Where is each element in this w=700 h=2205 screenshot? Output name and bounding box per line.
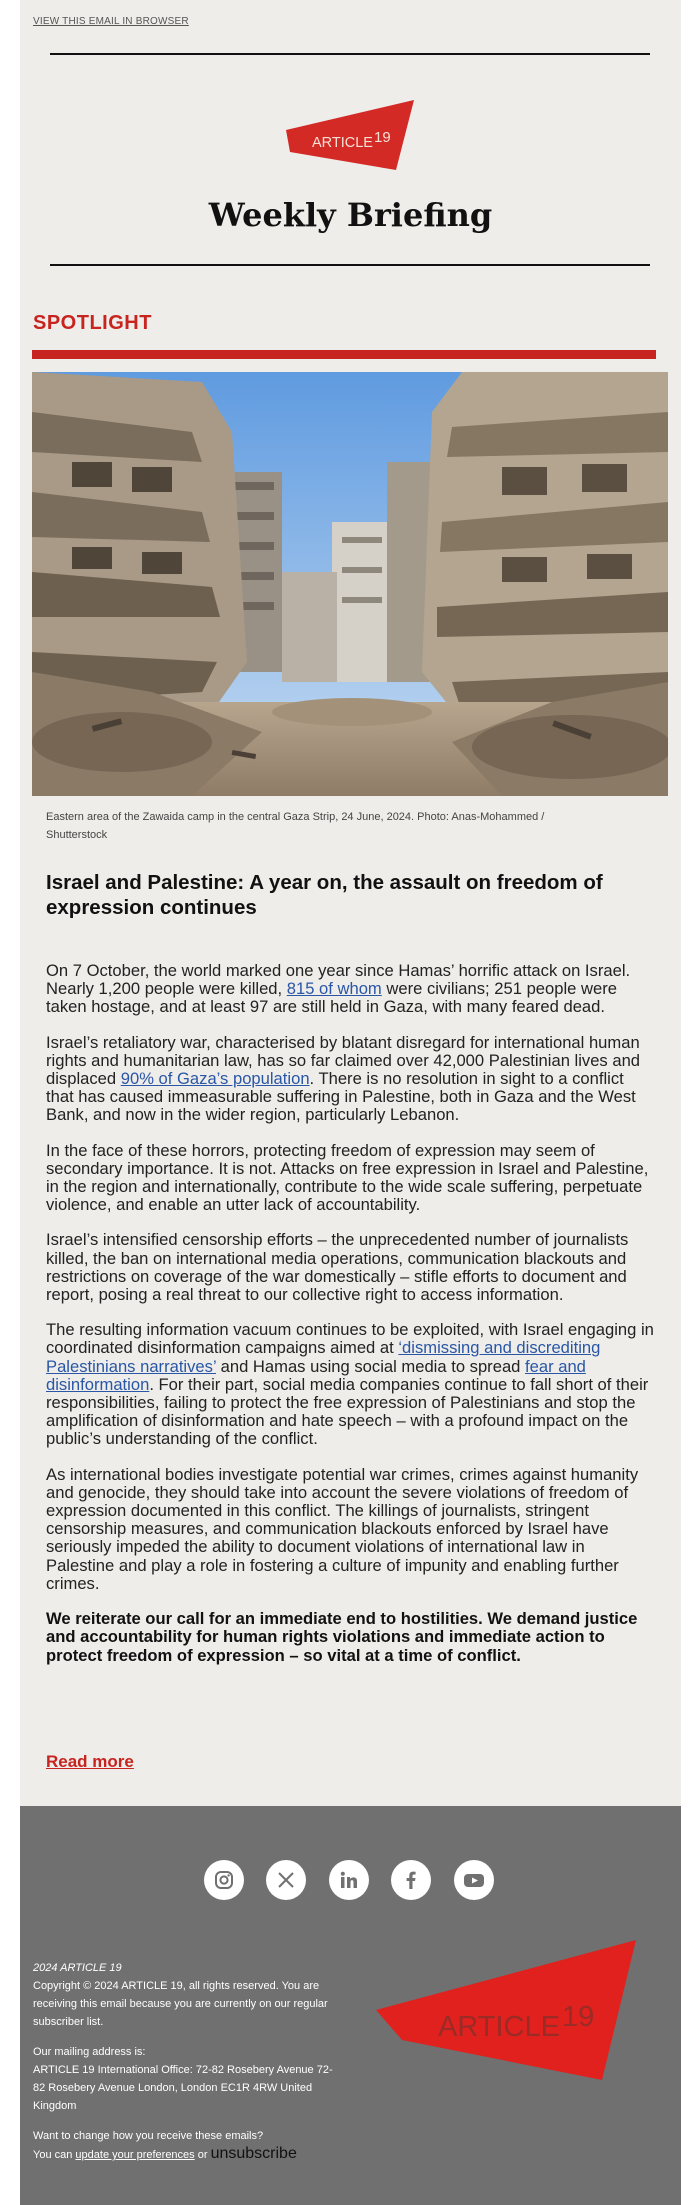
link-fear-and-disinformation[interactable]: fear and disinformation [46,1356,586,1394]
footer-manage-line: You can update your preferences or unsubscribe [33,2145,297,2162]
article19-logo[interactable] [282,100,418,170]
svg-text:19: 19 [374,129,391,146]
unsubscribe-link[interactable]: unsubscribe [210,2145,297,2162]
update-preferences-link[interactable]: update your preferences [75,2149,195,2161]
article-paragraph: Israel’s intensified censorship efforts – the unprecedented number of journalists killed, the ban on international media operations, communication blackouts and restrictions on coverage of the war domestically – stifle efforts to document and report, posing a real threat to our collective right to access information. [46,1230,629,1305]
link-gaza-population[interactable]: 90% of Gaza’s population [120,1069,310,1089]
linkedin-icon[interactable] [329,1860,369,1900]
instagram-icon[interactable] [204,1860,244,1900]
header-bottom-divider [50,264,650,266]
header-top-divider [50,53,650,55]
article-paragraph: As international bodies investigate potential war crimes, crimes against humanity and genocide, they should take into account the severe violations of freedom of expression documented in this conflict. The killings of journalists, stringent censorship measures, and communication blackouts enforced by Israel have seriously impeded the ability to document violations of international law in Palestine and play a role in fostering a culture of impunity and enabling further crimes. [46,1464,639,1593]
svg-text:19: 19 [562,2001,595,2033]
footer-article19-logo[interactable] [372,1940,640,2080]
footer-address: ARTICLE 19 International Office: 72-82 Rosebery Avenue 72-82 Rosebery Avenue London, London EC1R 4RW United Kingdom [33,2064,333,2112]
article-paragraph: In the face of these horrors, protecting freedom of expression may seem of secondary importance. It is not. Attacks on free expression in Israel and Palestine, in the region and internationally, contribute to the wide scale suffering, perpetuate violence, and enable an utter lack of accountability. [46,1140,649,1215]
read-more-link[interactable]: Read more [46,1752,134,1771]
article-paragraph: The resulting information vacuum continues to be exploited, with Israel engaging in coordinated disinformation campaigns aimed at ‘dismissing and discrediting Palestinians narratives’ and Hamas using social media to spread fear and disinformation. For their part, social media companies continue to fall short of their responsibilities, failing to protect the free expression of Palestinians and stop the amplification of disinformation and hate speech – with a profound impact on the public’s understanding of the conflict. [46,1320,654,1449]
youtube-icon[interactable] [454,1860,494,1900]
page-title: Weekly Briefing [208,196,493,234]
footer-copyright: Copyright © 2024 ARTICLE 19, all rights reserved. You are receiving this email because you are currently on our regular subscriber list. [33,1980,328,2028]
section-red-bar [32,350,656,359]
x-icon[interactable] [266,1860,306,1900]
article-call-to-action: We reiterate our call for an immediate end to hostilities. We demand justice and accountability for human rights violations and immediate action to protect freedom of expression – so vital at a time of conflict. [46,1609,638,1665]
section-label-spotlight: SPOTLIGHT [33,312,152,334]
link-dismissing-narratives[interactable]: ‘dismissing and discrediting Palestinians narratives’ [46,1338,601,1376]
view-in-browser-link[interactable]: VIEW THIS EMAIL IN BROWSER [33,16,189,27]
footer-year-line: 2024 ARTICLE 19 [33,1962,122,1974]
article-paragraph: Israel’s retaliatory war, characterised by blatant disregard for international human rights and humanitarian law, has so far claimed over 42,000 Palestinian lives and displaced 90% of Gaza’s population. There is no resolution in sight to a conflict that has caused immeasurable suffering in Palestine, both in Gaza and the West Bank, and now in the wider region, particularly Lebanon. [46,1032,641,1125]
svg-text:ARTICLE: ARTICLE [312,135,373,151]
email-frame [20,0,681,2205]
facebook-icon[interactable] [391,1860,431,1900]
footer-mailing-label: Our mailing address is: [33,2046,146,2058]
footer [20,1806,681,2205]
svg-text:ARTICLE: ARTICLE [438,2011,560,2043]
footer-text [33,1959,333,2164]
image-caption: Eastern area of the Zawaida camp in the central Gaza Strip, 24 June, 2024. Photo: Anas-Mohammed / Shutterstock [46,811,545,841]
article-body [46,962,656,1682]
footer-change-prompt: Want to change how you receive these emails? [33,2130,264,2142]
article-paragraph: On 7 October, the world marked one year since Hamas’ horrific attack on Israel. Nearly 1,200 people were killed, 815 of whom were civilians; 251 people were taken hostage, and at least 97 are still held in Gaza, with many feared dead. [46,961,631,1017]
link-815-of-whom[interactable]: 815 of whom [286,979,382,999]
article-headline: Israel and Palestine: A year on, the assault on freedom of expression continues [46,871,603,919]
hero-image-destroyed-buildings[interactable] [32,372,668,796]
